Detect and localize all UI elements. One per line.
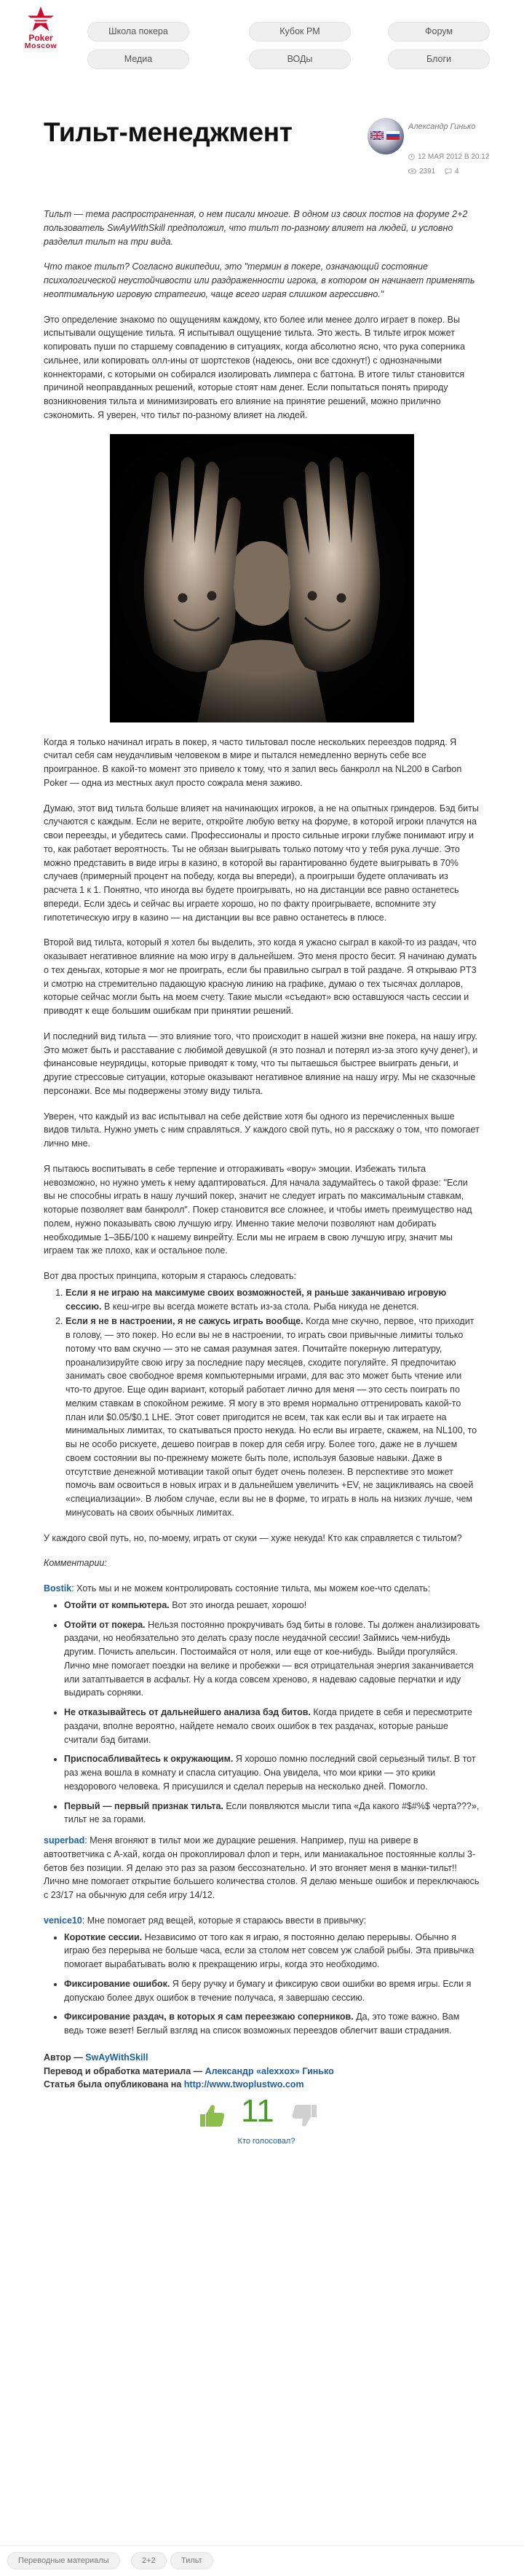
tag-translated-materials[interactable]: Переводные материалы bbox=[7, 2552, 120, 2569]
paragraph: Когда я только начинал играть в покер, я часто тильтовал после нескольких переездов подряд. Я считал себя сам неудачливым человеком в мире и пытался немедленно вернуть себе все проигранное. В какой-то момент это привело к тому, что я запил весь банкролл на NL200 в Carbon Poker — одна из местных акул просто сожрала меня заживо. bbox=[44, 736, 462, 788]
credit-link[interactable]: http://www.twoplustwo.com bbox=[183, 2079, 304, 2090]
publish-date-text: 12 МАЯ 2012 В 20:12 bbox=[418, 153, 490, 161]
uk-flag-icon bbox=[370, 131, 384, 140]
avatar[interactable] bbox=[368, 118, 404, 154]
nav-media[interactable]: Медиа bbox=[87, 50, 189, 69]
nav-vods[interactable]: ВОДы bbox=[249, 50, 351, 69]
comment-author[interactable]: Bostik bbox=[44, 1583, 72, 1594]
views-count bbox=[408, 166, 435, 177]
tag-tilt[interactable]: Тильт bbox=[170, 2552, 213, 2569]
list-item-bold: Если я не в настроении, я не сажусь играть вообще. bbox=[66, 1316, 303, 1327]
tags-bar bbox=[0, 2545, 524, 2576]
who-voted-link[interactable]: Кто голосовал? bbox=[237, 2137, 295, 2146]
views-count-text: 2391 bbox=[419, 168, 436, 176]
list-item bbox=[64, 1706, 480, 1746]
principles-list bbox=[44, 1286, 480, 1520]
comments-count-text: 4 bbox=[455, 168, 459, 176]
credit-label: Статья была опубликована на bbox=[44, 2079, 184, 2090]
comment-list bbox=[44, 1931, 480, 2038]
paragraph: Уверен, что каждый из вас испытывал на себе действие хотя бы одного из перечисленных выше видов тильта. Нужно уметь с ним справляться. У каждого свой путь, но я расскажу о том, что помогает лично мне. bbox=[44, 1111, 480, 1149]
publish-date bbox=[408, 151, 489, 162]
paragraph: Вот два простых принципа, которым я стараюсь следовать: bbox=[44, 1271, 296, 1281]
list-item bbox=[64, 1931, 480, 1972]
list-item-bold: Фиксирование ошибок. bbox=[64, 1978, 170, 1989]
site-header bbox=[0, 0, 524, 102]
list-item bbox=[64, 1752, 480, 1793]
credit-author bbox=[44, 2051, 480, 2065]
credit-link[interactable]: SwAyWithSkill bbox=[85, 2052, 148, 2063]
page-title: Тильт-менеджмент bbox=[44, 117, 293, 147]
list-item bbox=[66, 1315, 480, 1519]
rating-score: 11 bbox=[241, 2093, 274, 2129]
paragraph: Думаю, этот вид тильта больше влияет на начинающих игроков, а не на опытных гриндеров. Бэд биты случаются с каждым. Если не верите, откройте любую ветку на форуме, в которой игроки плачутся на свои переезды, и убедитесь сами. Профессионалы и просто сильные игроки глубже понимают игру и то, как работает вероятность. Ты не обязан выигрывать только потому что у тебя рука лучше. Это можно представить в виде игры в казино, в которой вы гарантированно будете выигрывать в 70% случаев (примерный процент на победу, когда вы впереди), а проигрыши будете оплачивать из расчета 1 к 1. Понятно, что иногда вы будете проигрывать, но на дистанции все равно останетесь впереди. Если здесь и сейчас вы играете хорошо, но по факту проигрываете, вспомните эту гипотетическую игру в казино — на дистанции вы все равно останетесь в плюсе. bbox=[44, 803, 479, 923]
author-name[interactable]: Александр Гинько bbox=[408, 122, 476, 131]
list-item-bold: Фиксирование раздач, в которых я сам переезжаю соперников. bbox=[64, 2012, 354, 2022]
comment-text: : Хоть мы и не можем контролировать состояние тильта, мы можем кое-что сделать: bbox=[71, 1583, 431, 1594]
list-item-text: Когда придете в себя и пересмотрите раздачи, вполне вероятно, найдете немало своих ошибок в тех раздачах, которые раньше считали бэд битами. bbox=[64, 1707, 472, 1745]
list-item-text: Я беру ручку и бумагу и фиксирую свои ошибки во время игры. Если я допускаю более двух ошибок в течение получаса, я завершаю сессию. bbox=[64, 1978, 472, 2003]
ru-flag-icon bbox=[386, 131, 400, 140]
comment bbox=[44, 1834, 480, 1902]
eye-icon bbox=[408, 168, 416, 174]
tag-2p2[interactable]: 2+2 bbox=[131, 2552, 167, 2569]
paragraph: И последний вид тильта — это влияние того, что происходит в нашей жизни вне покера, на нашу игру. Это может быть и расставание с любимой девушкой (я это познал и потерял из-за этого кучу денег), и финансовые неурядицы, которые приводят к тому, что ты пытаешься быстрее выиграть деньги, и другие стрессовые ситуации, которые оказывают негативное влияние на нашу игру. Мы не сказочные персонажи. Все мы подвержены этому виду тильта. bbox=[44, 1031, 478, 1096]
comment-author[interactable]: venice10 bbox=[44, 1915, 82, 1926]
comment-text: : Мне помогает ряд вещей, которые я стараюсь ввести в привычку: bbox=[82, 1915, 367, 1926]
nav-poker-school[interactable]: Школа покера bbox=[87, 22, 189, 42]
list-item bbox=[64, 1599, 480, 1612]
list-item-bold: Отойти от компьютера. bbox=[64, 1599, 170, 1610]
credit-translator bbox=[44, 2065, 480, 2079]
list-item bbox=[64, 1977, 480, 2005]
clock-icon bbox=[408, 154, 415, 160]
article-intro: Тильт — тема распространенная, о нем писали многие. В одном из своих постов на форуме 2+2 пользователь SwAyWithSkill предположил, что тильт по-разному влияет на людей, и условно разделил тильт на три вида. bbox=[44, 209, 468, 247]
nav-pm-cup[interactable]: Кубок PM bbox=[249, 22, 351, 42]
list-item-text: Я хорошо помню последний свой серьезный тильт. В тот раз жена вошла в комнату и спасла ситуацию. Она увидела, что мои крики — это крики нездорового человека. Я присушился и сделал перерыв на несколько дней. Помогло. bbox=[64, 1754, 476, 1792]
paragraph: У каждого свой путь, но, по-моему, играть от скуки — хуже некуда! Кто как справляется с тильтом? bbox=[44, 1532, 462, 1543]
comment-text: : Меня вгоняют в тильт мои же дурацкие решения. Например, пуш на ривере в автоответчика с A-хай, когда он прокоплировал флоп и терн, или маниакальное постоянные коллы 3-бетов без позиции. Я делаю это раз за разом бессознательно. И это вгоняет меня в манки-тильт!! Лично мне помогает открытие большего количества столов. Я делаю меньше ошибок и переключаюсь с 23/17 на обычную для себя игру 14/12. bbox=[44, 1835, 480, 1900]
credit-label: Перевод и обработка материала — bbox=[44, 2065, 205, 2076]
article-credits bbox=[44, 2051, 480, 2092]
comments-count[interactable] bbox=[445, 166, 459, 177]
list-item-text: Да, это тоже важно. Вам ведь тоже везет! Беглый взгляд на список возможных переездов облегчит ваши страдания. bbox=[64, 2012, 460, 2036]
rating bbox=[197, 2093, 336, 2137]
credit-source bbox=[44, 2078, 480, 2092]
credit-link[interactable]: Александр «alexxox» Гинько bbox=[205, 2065, 334, 2076]
comment-list bbox=[44, 1599, 480, 1827]
list-item-bold: Отойти от покера. bbox=[64, 1619, 146, 1630]
list-item-text: Если появляются мысли типа «Да какого #$#%$ черта???», тильт не за горами. bbox=[64, 1800, 480, 1825]
list-item-text: Вот это иногда решает, хорошо! bbox=[169, 1599, 307, 1610]
article-body bbox=[44, 208, 480, 2159]
star-logo-icon bbox=[26, 6, 55, 32]
logo-text-top: Poker bbox=[28, 33, 53, 43]
paragraph: Я пытаюсь воспитывать в себе терпение и отгораживать «вору» эмоции. Избежать тильта невозможно, но нужно уметь к нему адаптироваться. Для начала задумайтесь о такой фразе: "Если вы не способны играть в нашу лучший покер, значит не следует играть по максимальным ставкам, которые позволяет вам банкролл". Покер становится все сложнее, и чтобы иметь преимущество над полем, нужно показывать свою лучшую игру. Именно такие мелочи позволяют нам добирать необходимые 1–3ББ/100 к нашему винрейту. Если мы не играем в свою лучшую игру, значит мы играем так же плохо, как и остальное поле. bbox=[44, 1163, 472, 1256]
list-item-bold: Первый — первый признак тильта. bbox=[64, 1800, 223, 1811]
thumb-down-icon[interactable] bbox=[290, 2103, 319, 2128]
logo-text-bottom: Moscow bbox=[24, 42, 57, 50]
list-item bbox=[64, 1618, 480, 1701]
comments-heading: Комментарии: bbox=[44, 1558, 107, 1569]
thumb-up-icon[interactable] bbox=[197, 2103, 226, 2128]
list-item-text: Независимо от того как я играю, я постоянно делаю перерывы. Обычно я играю без перерыва не больше часа, если за столом нет совсем уж слабой рыбы. Эта привычка помогает вырабатывать волю к прекращению игры, когда это необходимо. bbox=[64, 1931, 475, 1969]
list-item-bold: Приспосабливайтесь к окружающим. bbox=[64, 1754, 234, 1765]
list-item bbox=[64, 2010, 480, 2038]
comment-author[interactable]: superbad bbox=[44, 1835, 85, 1846]
list-item bbox=[66, 1286, 480, 1314]
nav-forum[interactable]: Форум bbox=[388, 22, 490, 42]
paragraph: Это определение знакомо по ощущениям каждому, кто более или менее долго играет в покер. Вы испытывали ощущение тильта. Я испытывал ощущение тильта. Это жесть. В тильте игрок может копировать пуши по старшему совпадению в ситуациях, когда абсолютно ясно, что рука соперника сильнее, или копировать олл-ины от шортстеков (надеюсь, они все сдохнут!) с однозначными коннекторами, с которыми он собирался изолировать лимпера с баттона. В итоге тильт становится причиной неоправданных решений, которые стоят нам денег. Если попытаться понять природу возникновения тильта и минимизировать его влияние на принятие решений, можно прилично сэкономить. Я уверен, что тильт по-разному влияет на людей. bbox=[44, 314, 465, 420]
list-item-text: В кеш-игре вы всегда можете встать из-за стола. Рыба никуда не денется. bbox=[101, 1301, 419, 1312]
paragraph: Что такое тильт? Согласно википедии, это "термин в покере, означающий состояние психологической неустойчивости или раздраженности игрока, в котором он начинает применять неоптимальную игровую стратегию, чаще всего играя слишком агрессивно." bbox=[44, 261, 475, 299]
site-logo[interactable] bbox=[16, 6, 66, 50]
list-item-bold: Если я не играю на максимуме своих возможностей, я раньше заканчиваю игровую сессию. bbox=[66, 1287, 447, 1312]
rating-block bbox=[44, 2093, 480, 2159]
credit-label: Автор — bbox=[44, 2052, 86, 2063]
paragraph: Второй вид тильта, который я хотел бы выделить, это когда я ужасно сыграл в какой-то из раздач, что оказывает негативное влияние на мою игру в дальнейшем. Это меня просто бесит. Я начинаю думать о тех деньгах, которые я мог не проиграть, если бы правильно сыграл в той раздаче. Я открываю PT3 и смотрю на стремительно падающую красную линию на графике, думаю о тех тысячах долларов, которые сейчас могли быть на моем счету. Такие мысли «съедают» всю оставшуюся часть сессии и приводят к еще большим ошибкам при принятии решений. bbox=[44, 937, 477, 1016]
nav-blogs[interactable]: Блоги bbox=[388, 50, 490, 69]
list-item-text: Нельзя постоянно прокручивать бэд биты в голове. Ты должен анализировать раздачи, но необязательно это делать сразу после неудачной сессии! Займись чем-нибудь другим. Почисть апельсин. Постоимайся от ноля, или еще от кое-нибудь. Выйди прогуляйся. Лично мне помогает поездки на велике и пробежки — вся отрицательная энергия заканчивается или затаптывается в асфальт. Ну а когда совсем хреново, я надеваю садовые перчатки и иду выдирать сорняки. bbox=[64, 1619, 480, 1698]
comment bbox=[44, 1582, 480, 1596]
list-item-bold: Не отказывайтесь от дальнейшего анализа бэд битов. bbox=[64, 1707, 311, 1717]
comment-icon bbox=[445, 168, 452, 175]
comment bbox=[44, 1914, 480, 1928]
list-item-bold: Короткие сессии. bbox=[64, 1931, 143, 1942]
list-item-text: Когда мне скучно, первое, что приходит в голову, — это покер. Но если вы не в настроении, то играть свои привычные лимиты только потому что вам скучно — это не самая разумная затея. Почитайте покерную литературу, проанализируйте свою игру за последние пару месяцев, сходите погуляйте. Я предпочитаю занимать свое свободное время компьютерными играми, для вас это может быть чтение или что-то другое. Еще один вариант, который работает лично для меня — это сесть поиграть по мелким ставкам в спокойном режиме. Я могу в это время нормально оттренировать какой-то план или $0.05/$0.1 LHE. Этот совет пригодится не всем, так как если вы и так играете на минимальных лимитах, то скатываться просто некуда. Но если вы играете, скажем, на NL100, то вы не особо рискуете, дешево поиграв в покер для себя игру. Более того, даже не в лучшем своем состоянии вы по-прежнему можете быть поле, используя базовые навыки. Даже в отсутствие денежной мотивации такой опыт будет очень полезен. В перспективе это может помочь вам освоиться в новых играх и в дальнейшем увеличить +EV, не зацикливаясь на своей «специализации». В любом случае, если вы не в форме, то играть в ноль на низких лучше, чем минусовать на своих обычных лимитах. bbox=[66, 1316, 477, 1518]
article-photo-hands bbox=[110, 434, 414, 722]
list-item bbox=[64, 1800, 480, 1827]
